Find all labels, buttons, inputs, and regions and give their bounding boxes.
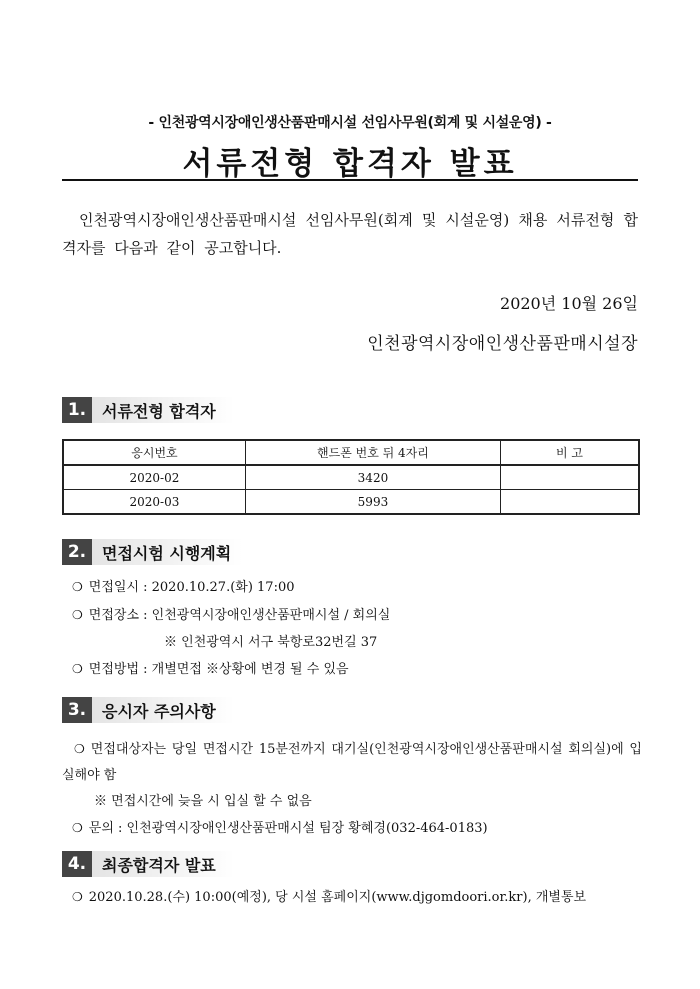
section-number: 4.	[62, 851, 92, 877]
bullet-icon: ❍	[72, 580, 83, 594]
phone-last4-cell: 5993	[245, 490, 500, 515]
section-number: 1.	[62, 397, 92, 423]
interview-address: ※ 인천광역시 서구 북항로32번길 37	[164, 635, 378, 650]
notice-subtitle: - 인천광역시장애인생산품판매시설 선임사무원(회계 및 시설운영) -	[148, 115, 552, 131]
interview-location-item	[72, 604, 390, 623]
final-announcement-text: 2020.10.28.(수) 10:00(예정), 당 시설 홈페이지(www.djgomdoori.or.kr), 개별통보	[88, 890, 587, 905]
interview-datetime: 면접일시 : 2020.10.27.(화) 17:00	[88, 580, 295, 595]
table-row	[63, 490, 639, 515]
phone-last4-cell: 3420	[245, 465, 500, 490]
column-header-applicant-number: 응시번호	[63, 440, 245, 465]
section-2-heading	[62, 539, 243, 565]
interview-location: 면접장소 : 인천광역시장애인생산품판매시설 / 회의실	[88, 608, 391, 623]
remarks-cell	[501, 465, 640, 490]
title-divider	[62, 179, 638, 181]
final-announcement-item	[72, 886, 586, 905]
interview-method-item	[72, 658, 349, 677]
interview-datetime-item	[72, 576, 295, 595]
announcement-date: 2020년 10월 26일	[500, 294, 638, 313]
intro-paragraph: 인천광역시장애인생산품판매시설 선임사무원(회계 및 시설운영) 채용 서류전형 합격자를 다음과 같이 공고합니다.	[62, 211, 638, 257]
bullet-icon: ❍	[72, 662, 83, 676]
remarks-cell	[501, 490, 640, 515]
table-row	[63, 465, 639, 490]
section-1-heading	[62, 397, 234, 423]
bullet-icon: ❍	[72, 890, 83, 904]
interview-method: 면접방법 : 개별면접 ※상황에 변경 될 수 있음	[88, 662, 349, 677]
section-title: 면접시험 시행계획	[92, 539, 243, 565]
page-title: 서류전형 합격자 발표	[182, 146, 518, 182]
section-title: 최종합격자 발표	[92, 851, 234, 877]
column-header-remarks: 비 고	[501, 440, 640, 465]
bullet-icon: ❍	[72, 821, 83, 835]
notice-item	[62, 736, 642, 789]
notice-text: 면접대상자는 당일 면접시간 15분전까지 대기실(인천광역시장애인생산품판매시설 회의실)에 입실해야 함	[62, 742, 642, 783]
section-4-heading	[62, 851, 234, 877]
section-title: 서류전형 합격자	[92, 397, 234, 423]
applicant-number-cell: 2020-03	[63, 490, 245, 515]
section-number: 3.	[62, 697, 92, 723]
results-table	[62, 439, 640, 515]
issuing-organization: 인천광역시장애인생산품판매시설장	[367, 334, 638, 354]
section-3-heading	[62, 697, 234, 723]
bullet-icon: ❍	[74, 742, 85, 756]
section-number: 2.	[62, 539, 92, 565]
bullet-icon: ❍	[72, 608, 83, 622]
table-header-row	[63, 440, 639, 465]
notice-note: ※ 면접시간에 늦을 시 입실 할 수 없음	[94, 794, 312, 809]
column-header-phone-last4: 핸드폰 번호 뒤 4자리	[245, 440, 500, 465]
notices-block	[62, 736, 642, 842]
applicant-number-cell: 2020-02	[63, 465, 245, 490]
section-title: 응시자 주의사항	[92, 697, 234, 723]
contact-text: 문의 : 인천광역시장애인생산품판매시설 팀장 황혜경(032-464-0183)	[88, 821, 488, 836]
contact-item	[62, 815, 642, 842]
